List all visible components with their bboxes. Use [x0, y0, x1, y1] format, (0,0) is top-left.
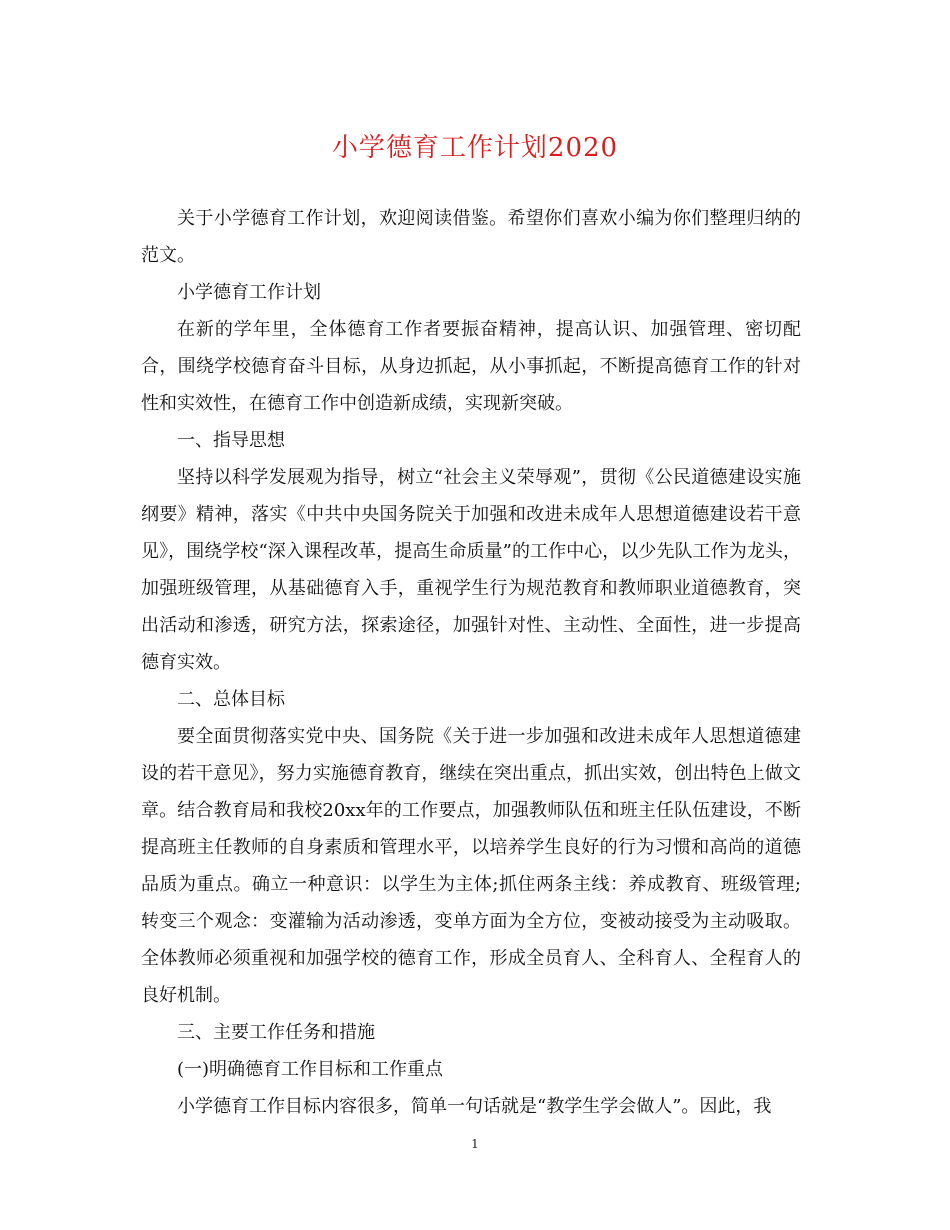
section-heading-guiding-ideology: 一、指导思想 — [177, 430, 285, 451]
section-heading-overall-goals: 二、总体目标 — [177, 689, 285, 710]
paragraph-subtitle: 小学德育工作计划 — [177, 282, 321, 303]
paragraph-guiding-ideology: 坚持以科学发展观为指导，树立“社会主义荣辱观”，贯彻《公民道德建设实施纲要》精神，落实《中共中央国务院关于加强和改进未成年人思想道德建设若干意见》，围绕学校“深入课程改革，提高生命质量”的工作中心，以少先队工作为龙头，加强班级管理，从基础德育入手，重视学生行为规范教育和教师职业道德教育，突出活动和渗透，研究方法，探索途径，加强针对性、主动性、全面性，进一步提高德育实效。 — [141, 467, 801, 673]
paragraph-overall-goals: 要全面贯彻落实党中央、国务院《关于进一步加强和改进未成年人思想道德建设的若干意见》，努力实施德育教育，继续在突出重点，抓出实效，创出特色上做文章。结合教育局和我校20xx年的工作要点，加强教师队伍和班主任队伍建设，不断提高班主任教师的自身素质和管理水平，以培养学生良好的行为习惯和高尚的道德品质为重点。确立一种意识：以学生为主体;抓住两条主线：养成教育、班级管理;转变三个观念：变灌输为活动渗透，变单方面为全方位，变被动接受为主动吸取。全体教师必须重视和加强学校的德育工作，形成全员育人、全科育人、全程育人的良好机制。 — [141, 726, 801, 1006]
document-body — [141, 200, 801, 1125]
page-number: 1 — [471, 1137, 479, 1151]
paragraph-preface: 在新的学年里，全体德育工作者要振奋精神，提高认识、加强管理、密切配合，围绕学校德育奋斗目标，从身边抓起，从小事抓起，不断提高德育工作的针对性和实效性，在德育工作中创造新成绩，实现新突破。 — [141, 319, 801, 414]
document-title: 小学德育工作计划2020 — [331, 133, 619, 163]
paragraph-goals-focus: 小学德育工作目标内容很多，简单一句话就是“教学生学会做人”。因此，我 — [177, 1096, 772, 1117]
paragraph-intro: 关于小学德育工作计划，欢迎阅读借鉴。希望你们喜欢小编为你们整理归纳的范文。 — [141, 208, 801, 266]
section-heading-main-tasks: 三、主要工作任务和措施 — [177, 1022, 375, 1043]
subsection-heading-goals-focus: (一)明确德育工作目标和工作重点 — [177, 1059, 444, 1080]
